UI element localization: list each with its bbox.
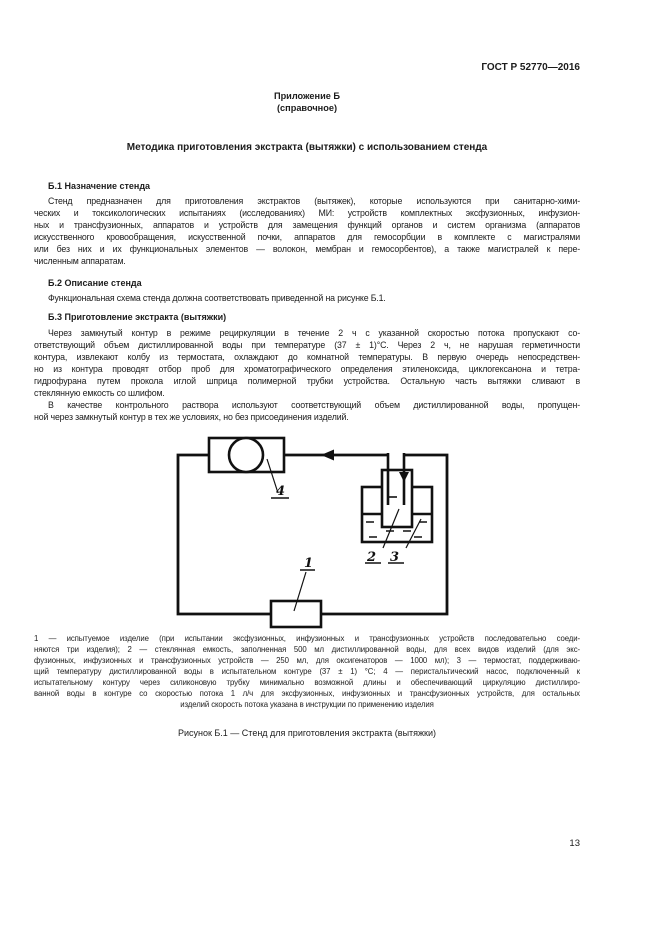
page-number: 13: [569, 838, 580, 849]
text-line: контура, извлекают колбу из термостата, охлаждают до комнатной температуры. В первую очередь непосредствен-: [34, 352, 580, 362]
legend-line: щий температуру дистиллированной воды в испытательном контуре (37 ± 1) °С; 4 — перистальтический насос, подключенный к: [34, 667, 580, 676]
text-line: численным аппаратам.: [34, 256, 126, 266]
text-line: Стенд предназначен для приготовления экстрактов (вытяжек), которые используются при санитарно-хими-: [48, 196, 580, 206]
flow-arrow-icon: [321, 450, 334, 461]
section-b2-heading: Б.2 Описание стенда: [48, 278, 142, 288]
text-line: В качестве контрольного раствора используют соответствующий объем дистиллированной воды, пропущен-: [48, 400, 580, 410]
text-line: искусственного кровообращения, искусственной почки, аппаратов для гемосорбции в комплекте с магистралями: [34, 232, 580, 242]
legend-line: ванной воды в контуре со скоростью потока 1 л/ч для эксфузионных, инфузионных и трансфузионных устройств, для остальных: [34, 689, 580, 698]
figure-label-item: 1: [304, 556, 314, 571]
text-line: Функциональная схема стенда должна соответствовать приведенной на рисунке Б.1.: [48, 293, 386, 303]
legend-line: изделий скорость потока указана в инструкции по применению изделия: [180, 700, 434, 709]
figure-caption: Рисунок Б.1 — Стенд для приготовления экстракта (вытяжки): [177, 728, 437, 738]
text-line: гидрофурана путем прокола иглой шприца полимерной трубки устройства. Остальную часть вытяжки сливают в: [34, 376, 580, 386]
figure-label-thermostat: 3: [390, 550, 400, 565]
figure-b1-diagram: [34, 428, 580, 632]
page-content: [34, 0, 580, 739]
legend-line: фузионных, инфузионных и трансфузионных устройств — 250 мл, для оксигенаторов — 1000 мл); 3 — термостат, поддерживаю-: [34, 656, 580, 665]
annex-label: Приложение Б: [273, 91, 341, 101]
section-b2-paragraph: [34, 292, 580, 304]
flask-box: [382, 470, 412, 527]
pump-rotor-circle: [229, 438, 263, 472]
section-b1-paragraph: [34, 195, 580, 267]
text-line: ной через замкнутый контур в тех же условиях, но без присоединения изделий.: [34, 412, 349, 422]
page-title: Методика приготовления экстракта (вытяжки) с использованием стенда: [126, 142, 488, 153]
doc-code-header: ГОСТ Р 52770—2016: [481, 62, 580, 73]
text-line: ответствующий объем дистиллированной воды при температуре (37 ± 1)°С. Через 2 ч, не нарушая герметичности: [34, 340, 580, 350]
legend-line: испытательному контуру через силиконовую трубку минимально возможной длины и обеспечивающий циркуляцию дистиллиро-: [34, 678, 580, 687]
figure-label-pump: 4: [276, 484, 286, 499]
section-b3-heading: Б.3 Приготовление экстракта (вытяжки): [48, 312, 227, 322]
text-line: ных и трансфузионных, аппаратов и устройств для замещения функций органов и систем организма (аппаратов: [34, 220, 580, 230]
text-line: стеклянную емкость со шлифом.: [34, 388, 165, 398]
text-line: Через замкнутый контур в режиме рециркуляции в течение 2 ч с указанной скоростью потока пропускают со-: [48, 328, 580, 338]
legend-line: няются три изделия); 2 — стеклянная емкость, заполненная 500 мл дистиллированной воды, для всех видов изделий (для экс-: [34, 645, 580, 654]
section-b3-paragraph-1: [34, 327, 580, 399]
text-line: ческих и токсикологических испытаниях (исследованиях) МИ: устройств комплектных эксфузионных, инфузион-: [34, 208, 580, 218]
text-line: или без них и их функциональных элементов — волокон, мембран и гемосорбентов), а также магистралей к пере-: [34, 244, 580, 254]
section-b3-paragraph-2: [34, 399, 580, 423]
figure-legend: [34, 633, 580, 710]
text-line: но из контура проводят отбор проб для хроматографического определения этиленоксида, циклогексанона и тетра-: [34, 364, 580, 374]
legend-line: 1 — испытуемое изделие (при испытании эксфузионных, инфузионных и трансфузионных устройств последовательно соеди-: [34, 634, 580, 643]
figure-label-flask: 2: [367, 550, 377, 565]
section-b1-heading: Б.1 Назначение стенда: [48, 181, 151, 191]
annex-type: (справочное): [276, 103, 337, 113]
